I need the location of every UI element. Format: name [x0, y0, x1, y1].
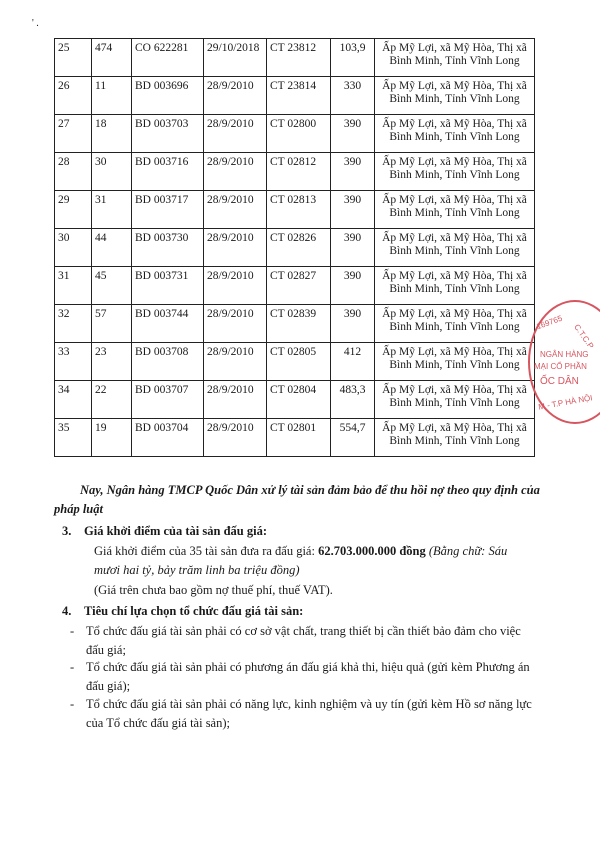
cell-issue-date: 28/9/2010	[204, 343, 267, 381]
criteria-item	[70, 695, 540, 733]
cell-certificate-number: BD 003703	[132, 115, 204, 153]
seal-line-1: NGÂN HÀNG	[540, 350, 589, 359]
cell-issue-date: 28/9/2010	[204, 305, 267, 343]
cell-address: Ấp Mỹ Lợi, xã Mỹ Hòa, Thị xã Bình Minh, Tỉnh Vĩnh Long	[375, 153, 535, 191]
cell-issue-date: 29/10/2018	[204, 39, 267, 77]
cell-area: 390	[331, 229, 375, 267]
cell-plot-number: 23	[92, 343, 132, 381]
bullet-dash: -	[70, 697, 75, 711]
criteria-text: Tổ chức đấu giá tài sản phải có phương án đấu giá khả thi, hiệu quả (gửi kèm Phương án đấu giá);	[86, 660, 530, 693]
cell-plot-number: 57	[92, 305, 132, 343]
table-row	[55, 191, 535, 229]
cell-plot-number: 22	[92, 381, 132, 419]
cell-plot-number: 18	[92, 115, 132, 153]
cell-area: 390	[331, 153, 375, 191]
cell-certificate-number: BD 003704	[132, 419, 204, 457]
corner-mark: ' .	[32, 18, 39, 29]
cell-plot-number: 11	[92, 77, 132, 115]
table-row	[55, 229, 535, 267]
cell-stt: 25	[55, 39, 92, 77]
seal-line-3: ỐC DÂN	[540, 376, 579, 387]
criteria-text: Tổ chức đấu giá tài sản phải có năng lực, kinh nghiệm và uy tín (gửi kèm Hồ sơ năng lực của Tổ chức đấu giá tài sản);	[86, 697, 532, 730]
company-seal	[528, 300, 600, 424]
cell-address: Ấp Mỹ Lợi, xã Mỹ Hòa, Thị xã Bình Minh, Tỉnh Vĩnh Long	[375, 229, 535, 267]
legal-note: Nay, Ngân hàng TMCP Quốc Dân xử lý tài sản đảm bảo để thu hồi nợ theo quy định của pháp luật	[54, 483, 540, 516]
cell-certificate-number: BD 003731	[132, 267, 204, 305]
criteria-item	[70, 658, 540, 696]
cell-registry-number: CT 02827	[267, 267, 331, 305]
table-row	[55, 267, 535, 305]
cell-area: 390	[331, 115, 375, 153]
cell-issue-date: 28/9/2010	[204, 229, 267, 267]
table-row	[55, 77, 535, 115]
cell-certificate-number: CO 622281	[132, 39, 204, 77]
cell-address: Ấp Mỹ Lợi, xã Mỹ Hòa, Thị xã Bình Minh, Tỉnh Vĩnh Long	[375, 39, 535, 77]
cell-certificate-number: BD 003708	[132, 343, 204, 381]
section-3-heading	[62, 522, 562, 541]
cell-area: 390	[331, 191, 375, 229]
seal-line-4: M - T.P HÀ NỘI	[537, 393, 594, 412]
cell-certificate-number: BD 003744	[132, 305, 204, 343]
bullet-dash: -	[70, 660, 75, 674]
cell-stt: 26	[55, 77, 92, 115]
cell-area: 103,9	[331, 39, 375, 77]
cell-certificate-number: BD 003696	[132, 77, 204, 115]
cell-registry-number: CT 02812	[267, 153, 331, 191]
asset-table	[54, 38, 535, 457]
cell-plot-number: 30	[92, 153, 132, 191]
table-row	[55, 419, 535, 457]
cell-issue-date: 28/9/2010	[204, 153, 267, 191]
table-row	[55, 305, 535, 343]
cell-stt: 33	[55, 343, 92, 381]
cell-certificate-number: BD 003707	[132, 381, 204, 419]
cell-registry-number: CT 23812	[267, 39, 331, 77]
cell-registry-number: CT 23814	[267, 77, 331, 115]
asset-table-body	[55, 39, 535, 457]
cell-area: 390	[331, 267, 375, 305]
cell-certificate-number: BD 003730	[132, 229, 204, 267]
cell-stt: 34	[55, 381, 92, 419]
cell-address: Ấp Mỹ Lợi, xã Mỹ Hòa, Thị xã Bình Minh, Tỉnh Vĩnh Long	[375, 115, 535, 153]
cell-certificate-number: BD 003717	[132, 191, 204, 229]
section-4-number: 4.	[62, 604, 72, 618]
cell-registry-number: CT 02839	[267, 305, 331, 343]
cell-registry-number: CT 02826	[267, 229, 331, 267]
cell-stt: 29	[55, 191, 92, 229]
cell-stt: 27	[55, 115, 92, 153]
cell-address: Ấp Mỹ Lợi, xã Mỹ Hòa, Thị xã Bình Minh, Tỉnh Vĩnh Long	[375, 191, 535, 229]
cell-registry-number: CT 02801	[267, 419, 331, 457]
section-3-title: Giá khởi điểm của tài sản đấu giá:	[84, 524, 267, 538]
cell-plot-number: 45	[92, 267, 132, 305]
cell-issue-date: 28/9/2010	[204, 115, 267, 153]
table-row	[55, 39, 535, 77]
cell-area: 330	[331, 77, 375, 115]
cell-address: Ấp Mỹ Lợi, xã Mỹ Hòa, Thị xã Bình Minh, Tỉnh Vĩnh Long	[375, 381, 535, 419]
section-4-heading	[62, 602, 562, 621]
cell-stt: 35	[55, 419, 92, 457]
table-row	[55, 115, 535, 153]
seal-line-2: MẠI CỔ PHẦN	[534, 362, 587, 371]
cell-area: 390	[331, 305, 375, 343]
seal-code: 169765	[535, 313, 564, 332]
cell-plot-number: 19	[92, 419, 132, 457]
cell-issue-date: 28/9/2010	[204, 77, 267, 115]
bullet-dash: -	[70, 624, 75, 638]
starting-price-amount: 62.703.000.000 đồng	[318, 544, 426, 558]
table-row	[55, 153, 535, 191]
cell-registry-number: CT 02804	[267, 381, 331, 419]
table-row	[55, 381, 535, 419]
starting-price-paragraph	[94, 542, 534, 580]
starting-price-prefix: Giá khởi điểm của 35 tài sản đưa ra đấu giá:	[94, 544, 319, 558]
cell-address: Ấp Mỹ Lợi, xã Mỹ Hòa, Thị xã Bình Minh, Tỉnh Vĩnh Long	[375, 267, 535, 305]
cell-issue-date: 28/9/2010	[204, 419, 267, 457]
cell-stt: 31	[55, 267, 92, 305]
cell-stt: 32	[55, 305, 92, 343]
table-row	[55, 343, 535, 381]
cell-plot-number: 474	[92, 39, 132, 77]
cell-certificate-number: BD 003716	[132, 153, 204, 191]
cell-registry-number: CT 02813	[267, 191, 331, 229]
starting-price-in-words: (Bằng chữ: Sáu mươi hai tỷ, bảy trăm linh ba triệu đồng)	[94, 544, 508, 577]
cell-stt: 28	[55, 153, 92, 191]
section-3-number: 3.	[62, 524, 72, 538]
seal-letters: C.T.C.P	[572, 322, 596, 351]
cell-stt: 30	[55, 229, 92, 267]
cell-plot-number: 44	[92, 229, 132, 267]
cell-issue-date: 28/9/2010	[204, 191, 267, 229]
cell-address: Ấp Mỹ Lợi, xã Mỹ Hòa, Thị xã Bình Minh, Tỉnh Vĩnh Long	[375, 77, 535, 115]
cell-plot-number: 31	[92, 191, 132, 229]
cell-address: Ấp Mỹ Lợi, xã Mỹ Hòa, Thị xã Bình Minh, Tỉnh Vĩnh Long	[375, 305, 535, 343]
cell-area: 483,3	[331, 381, 375, 419]
cell-address: Ấp Mỹ Lợi, xã Mỹ Hòa, Thị xã Bình Minh, Tỉnh Vĩnh Long	[375, 343, 535, 381]
section-4-title: Tiêu chí lựa chọn tổ chức đấu giá tài sản:	[84, 604, 304, 618]
cell-issue-date: 28/9/2010	[204, 381, 267, 419]
starting-price-note: (Giá trên chưa bao gồm nợ thuế phí, thuế VAT).	[94, 583, 333, 597]
cell-address: Ấp Mỹ Lợi, xã Mỹ Hòa, Thị xã Bình Minh, Tỉnh Vĩnh Long	[375, 419, 535, 457]
cell-issue-date: 28/9/2010	[204, 267, 267, 305]
cell-registry-number: CT 02800	[267, 115, 331, 153]
criteria-item	[70, 622, 540, 660]
cell-registry-number: CT 02805	[267, 343, 331, 381]
cell-area: 554,7	[331, 419, 375, 457]
criteria-text: Tổ chức đấu giá tài sản phải có cơ sở vật chất, trang thiết bị cần thiết bảo đảm cho việc đấu giá;	[86, 624, 521, 657]
cell-area: 412	[331, 343, 375, 381]
